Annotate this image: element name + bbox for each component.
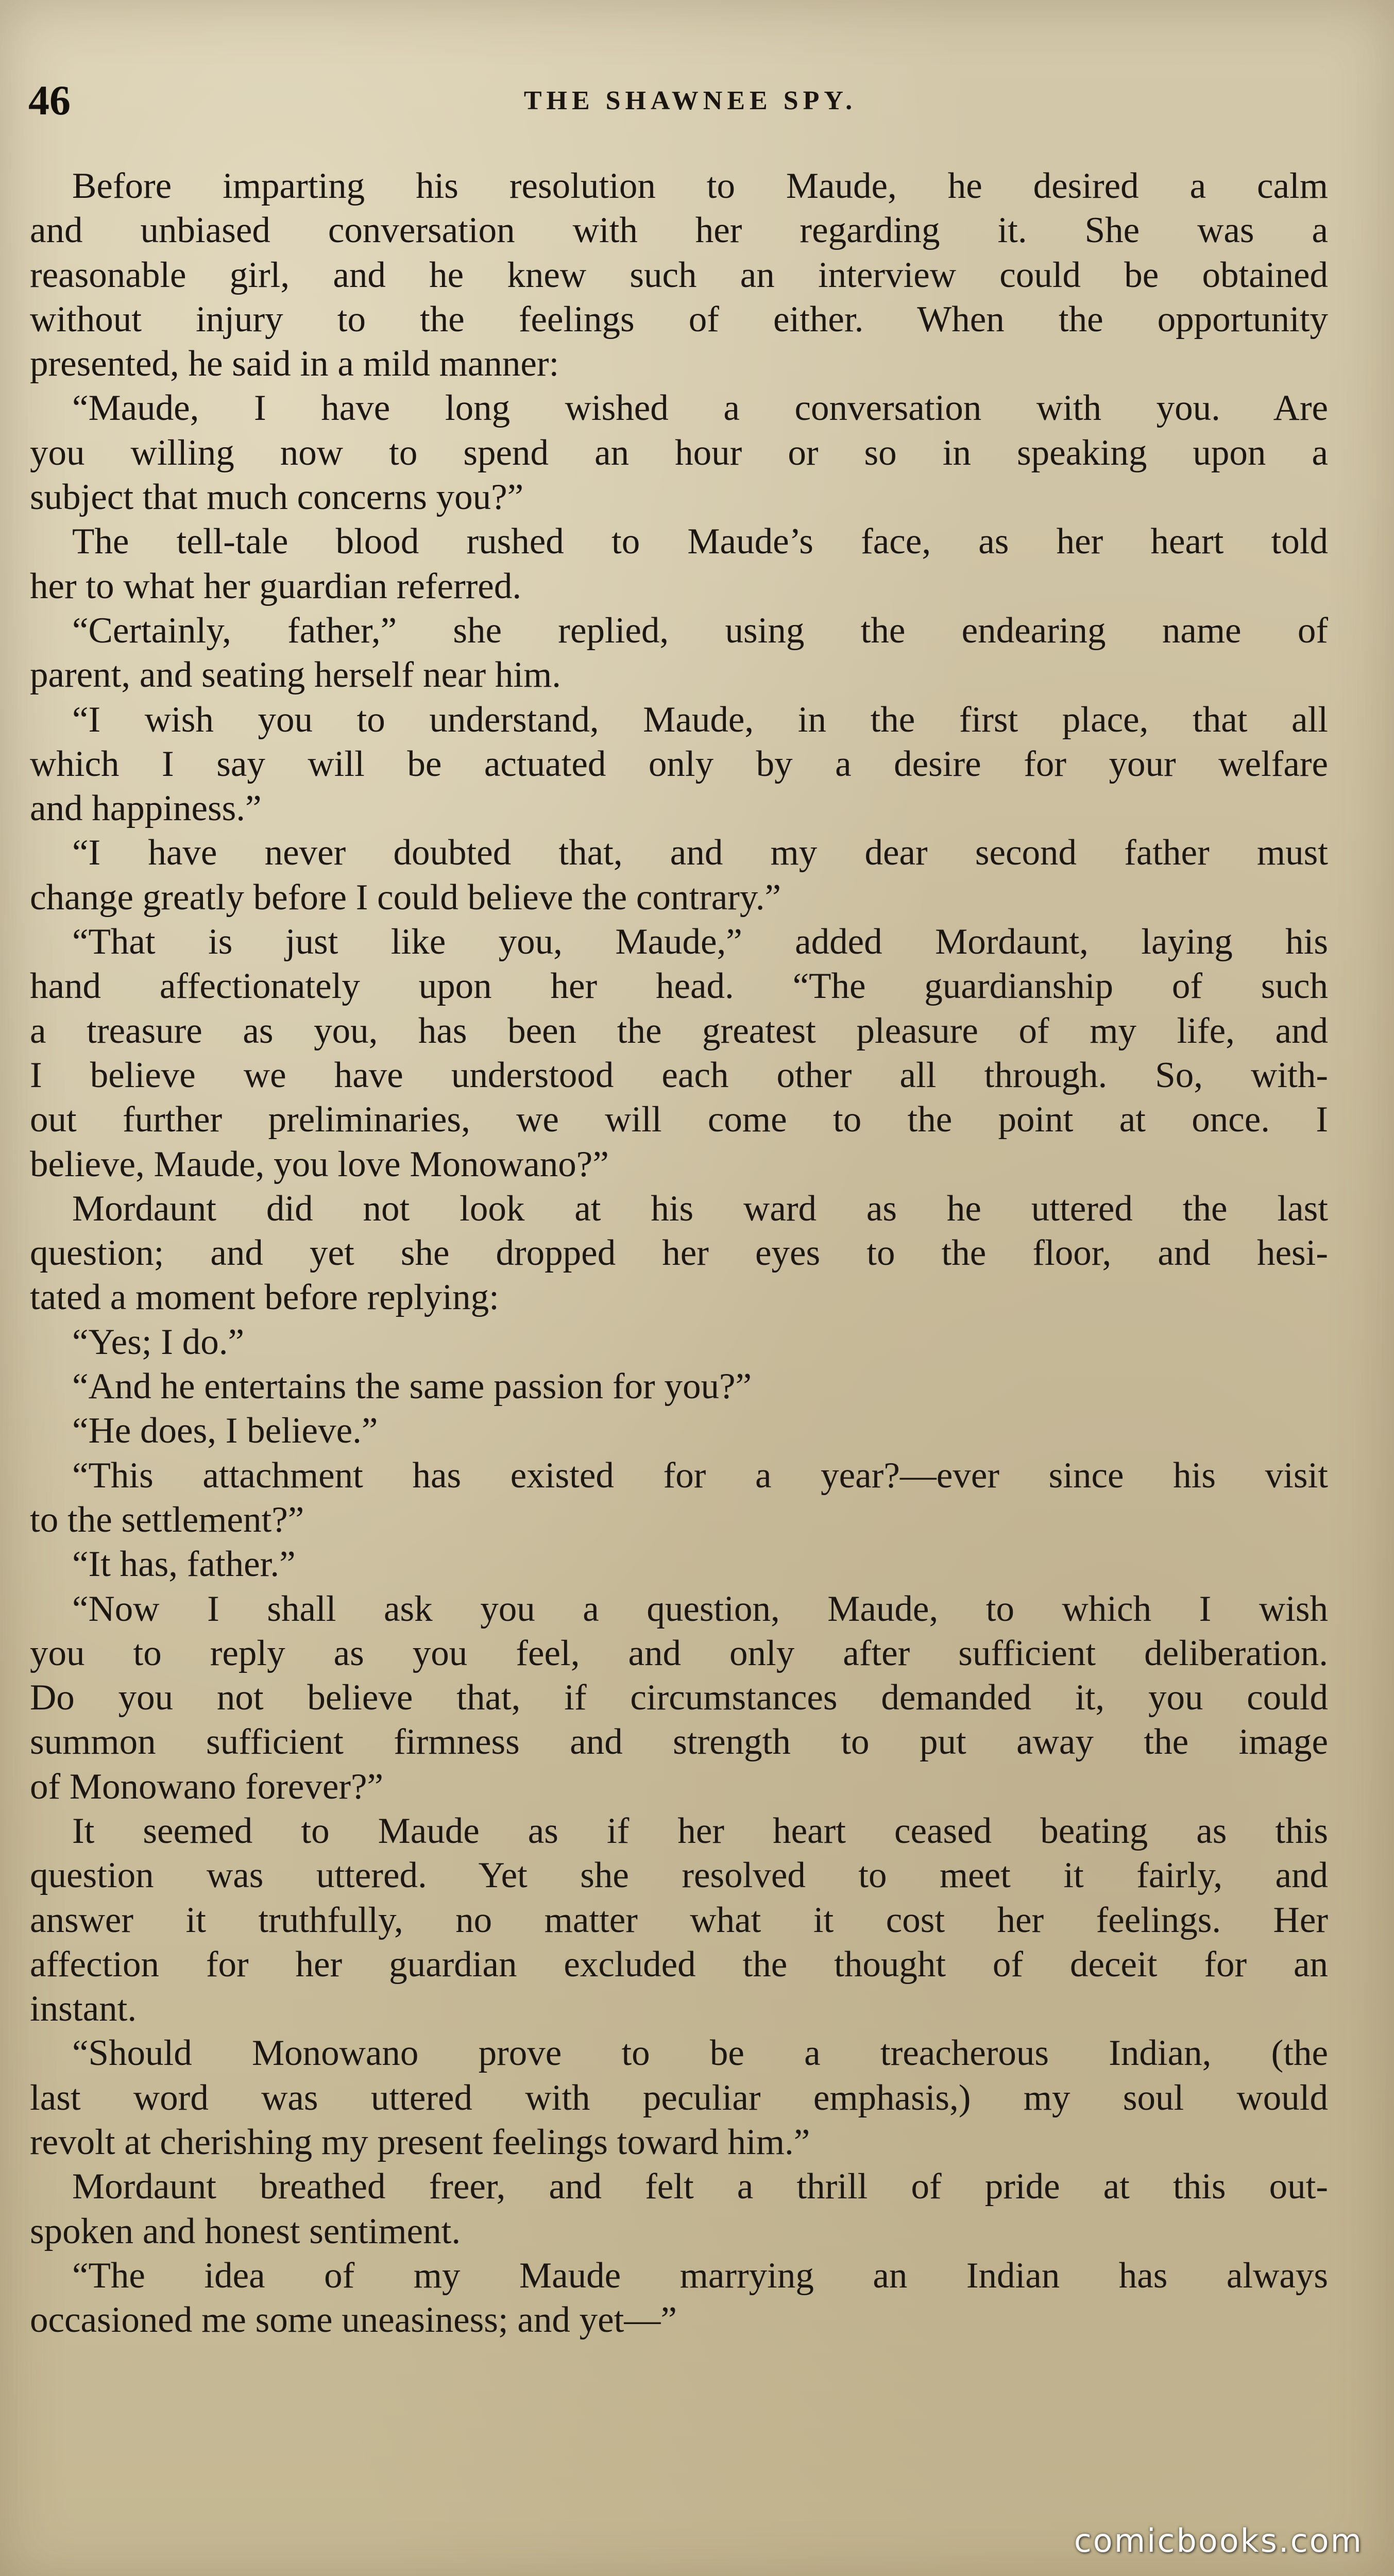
text-line: her to what her guardian referred. (30, 566, 522, 606)
text-line: “Yes; I do.” (72, 1321, 244, 1362)
text-line: “Certainly, father,” she replied, using the endearing name of (72, 610, 1328, 651)
text-line: Mordaunt breathed freer, and felt a thrill of pride at this out- (72, 2166, 1328, 2207)
page-number: 46 (28, 77, 71, 124)
text-line: I believe we have understood each other all through. So, with- (30, 1055, 1328, 1095)
running-title: THE SHAWNEE SPY. (523, 86, 857, 115)
text-line: which I say will be actuated only by a desire for your welfare (30, 743, 1328, 784)
text-line: “The idea of my Maude marrying an Indian has always (72, 2255, 1328, 2296)
text-line: occasioned me some uneasiness; and yet—” (30, 2300, 677, 2341)
text-line: subject that much concerns you?” (30, 477, 524, 518)
text-line: instant. (30, 1989, 137, 2029)
text-line: of Monowano forever?” (30, 1766, 384, 1807)
text-line: and happiness.” (30, 788, 262, 829)
text-line: Before imparting his resolution to Maude, he desired a calm (72, 166, 1328, 206)
text-line: reasonable girl, and he knew such an interview could be obtained (30, 255, 1328, 295)
text-line: you to reply as you feel, and only after sufficient deliberation. (30, 1633, 1328, 1673)
text-line: “And he entertains the same passion for you?” (72, 1366, 752, 1407)
text-line: question; and yet she dropped her eyes to the floor, and hesi- (30, 1233, 1328, 1274)
text-line: believe, Maude, you love Monowano?” (30, 1144, 609, 1184)
text-line: out further preliminaries, we will come to the point at once. I (30, 1099, 1328, 1140)
body-text (30, 164, 1328, 2343)
text-line: Do you not believe that, if circumstances demanded it, you could (30, 1677, 1328, 1718)
text-line: revolt at cherishing my present feelings toward him.” (30, 2122, 810, 2163)
text-line: It seemed to Maude as if her heart ceased beating as this (72, 1810, 1328, 1851)
text-line: “Now I shall ask you a question, Maude, to which I wish (72, 1588, 1328, 1629)
text-line: “I have never doubted that, and my dear second father must (72, 833, 1328, 873)
text-line: and unbiased conversation with her regarding it. She was a (30, 210, 1328, 251)
text-line: parent, and seating herself near him. (30, 655, 562, 696)
text-line: “That is just like you, Maude,” added Mordaunt, laying his (72, 922, 1328, 962)
text-line: “He does, I believe.” (72, 1411, 378, 1451)
text-line: affection for her guardian excluded the thought of deceit for an (30, 1944, 1328, 1985)
text-line: tated a moment before replying: (30, 1277, 499, 1318)
text-line: The tell-tale blood rushed to Maude’s face, as her heart told (72, 521, 1328, 562)
running-head (28, 77, 1352, 124)
text-line: summon sufficient firmness and strength to put away the image (30, 1722, 1328, 1762)
text-line: presented, he said in a mild manner: (30, 344, 559, 384)
text-line: spoken and honest sentiment. (30, 2211, 461, 2251)
text-line: “I wish you to understand, Maude, in the first place, that all (72, 699, 1328, 740)
text-line: Mordaunt did not look at his ward as he uttered the last (72, 1188, 1328, 1229)
text-line: “Maude, I have long wished a conversation with you. Are (72, 388, 1328, 429)
text-line: question was uttered. Yet she resolved to meet it fairly, and (30, 1855, 1328, 1896)
text-line: “It has, father.” (72, 1544, 296, 1585)
text-line: to the settlement?” (30, 1499, 304, 1540)
text-line: you willing now to spend an hour or so in speaking upon a (30, 432, 1328, 473)
text-line: hand affectionately upon her head. “The guardianship of such (30, 966, 1328, 1007)
text-line: change greatly before I could believe the contrary.” (30, 877, 781, 918)
text-line: last word was uttered with peculiar emphasis,) my soul would (30, 2077, 1328, 2118)
text-line: “Should Monowano prove to be a treacherous Indian, (the (72, 2033, 1328, 2074)
text-line: answer it truthfully, no matter what it cost her feelings. Her (30, 1900, 1328, 1940)
text-line: without injury to the feelings of either. When the opportunity (30, 299, 1328, 340)
text-line: a treasure as you, has been the greatest pleasure of my life, and (30, 1010, 1328, 1051)
watermark: comicbooks.com (1074, 2522, 1363, 2560)
text-line: “This attachment has existed for a year?—ever since his visit (72, 1455, 1328, 1496)
